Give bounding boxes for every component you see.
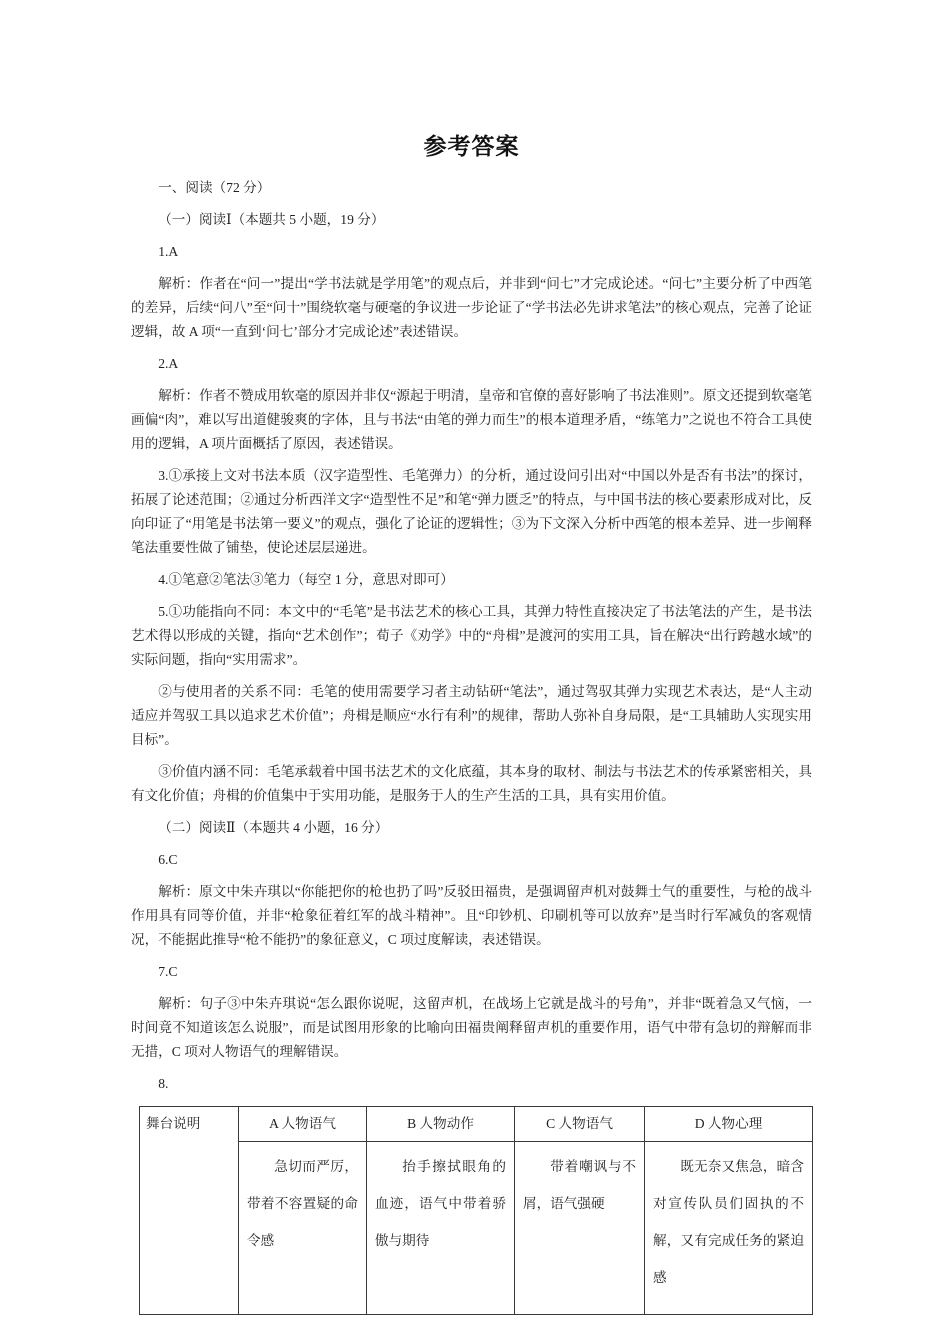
table-cell-a: 急切而严厉，带着不容置疑的命令感: [239, 1142, 367, 1315]
table-cell-b: 抬手擦拭眼角的血迹，语气中带着骄傲与期待: [367, 1142, 515, 1315]
answer-7: 7.C: [158, 964, 178, 979]
answer-3: 3.①承接上文对书法本质（汉字造型性、毛笔弹力）的分析，通过设问引出对“中国以外是否有书法”的探讨，拓展了论述范围；②通过分析西洋文字“造型性不足”和笔“弹力匮乏”的特点，与中国书法的核心要素形成对比，反向印证了“用笔是书法第一要义”的观点，强化了论证的逻辑性；③为下文深入分析中西笔的根本差异、进一步阐释笔法重要性做了铺垫，使论述层层递进。: [131, 468, 812, 555]
table-row: [140, 1142, 813, 1315]
table-cell-d: 既无奈又焦急，暗含对宣传队员们固执的不解，又有完成任务的紧迫感: [645, 1142, 813, 1315]
subsection-heading-reading-1: （一）阅读Ⅰ（本题共 5 小题，19 分）: [158, 212, 385, 227]
explanation-7: 解析：句子③中朱卉琪说“怎么跟你说呢，这留声机，在战场上它就是战斗的号角”，并非“既着急又气恼，一时间竟不知道该怎么说服”，而是试图用形象的比喻向田福贵阐释留声机的重要作用，语气中带有急切的辩解而非无措，C 项对人物语气的理解错误。: [131, 996, 812, 1059]
document-title: 参考答案: [423, 134, 520, 159]
explanation-2: 解析：作者不赞成用软毫的原因并非仅“源起于明清，皇帝和官僚的喜好影响了书法准则”。原文还提到软毫笔画偏“肉”，难以写出道健骏爽的字体，且与书法“由笔的弹力而生”的根本道理矛盾，“练笔力”之说也不符合工具使用的逻辑，A 项片面概括了原因，表述错误。: [131, 388, 812, 451]
answer-1: 1.A: [158, 244, 179, 259]
answer-8-label: 8.: [158, 1076, 169, 1091]
table-header-b: B 人物动作: [367, 1107, 515, 1142]
answer-4: 4.①笔意②笔法③笔力（每空 1 分，意思对即可）: [158, 572, 454, 587]
answer-2: 2.A: [158, 356, 179, 371]
table-row-header: 舞台说明: [140, 1107, 239, 1315]
answer-6: 6.C: [158, 852, 178, 867]
table-header-c: C 人物语气: [515, 1107, 645, 1142]
answer-8-table: [139, 1106, 813, 1315]
document-body: [131, 176, 812, 1315]
explanation-6: 解析：原文中朱卉琪以“你能把你的枪也扔了吗”反驳田福贵，是强调留声机对鼓舞士气的重要性，与枪的战斗作用具有同等价值，并非“枪象征着红军的战斗精神”。且“印钞机、印刷机等可以放弃”是当时行军减负的客观情况，不能据此推导“枪不能扔”的象征意义，C 项过度解读，表述错误。: [131, 884, 812, 947]
explanation-1: 解析：作者在“问一”提出“学书法就是学用笔”的观点后，并非到“问七”才完成论述。“问七”主要分析了中西笔的差异，后续“问八”至“问十”围绕软毫与硬毫的争议进一步论证了“学书法必先讲求笔法”的核心观点，完善了论证逻辑，故 A 项“一直到‘问七’部分才完成论述”表述错误。: [131, 276, 812, 339]
subsection-heading-reading-2: （二）阅读Ⅱ（本题共 4 小题，16 分）: [158, 820, 389, 835]
table-header-a: A 人物语气: [239, 1107, 367, 1142]
answer-5-point-3: ③价值内涵不同：毛笔承载着中国书法艺术的文化底蕴，其本身的取材、制法与书法艺术的传承紧密相关，具有文化价值；舟楫的价值集中于实用功能，是服务于人的生产生活的工具，具有实用价值。: [131, 764, 812, 803]
answer-5-point-2: ②与使用者的关系不同：毛笔的使用需要学习者主动钻研“笔法”，通过驾驭其弹力实现艺术表达，是“人主动适应并驾驭工具以追求艺术价值”；舟楫是顺应“水行有利”的规律，帮助人弥补自身局限，是“工具辅助人实现实用目标”。: [131, 684, 812, 747]
section-heading-reading: 一、阅读（72 分）: [158, 180, 271, 195]
table-cell-c: 带着嘲讽与不屑，语气强硬: [515, 1142, 645, 1315]
table-header-d: D 人物心理: [645, 1107, 813, 1142]
answer-5-point-1: 5.①功能指向不同：本文中的“毛笔”是书法艺术的核心工具，其弹力特性直接决定了书法笔法的产生，是书法艺术得以形成的关键，指向“艺术创作”；荀子《劝学》中的“舟楫”是渡河的实用工具，旨在解决“出行跨越水域”的实际问题，指向“实用需求”。: [131, 604, 812, 667]
